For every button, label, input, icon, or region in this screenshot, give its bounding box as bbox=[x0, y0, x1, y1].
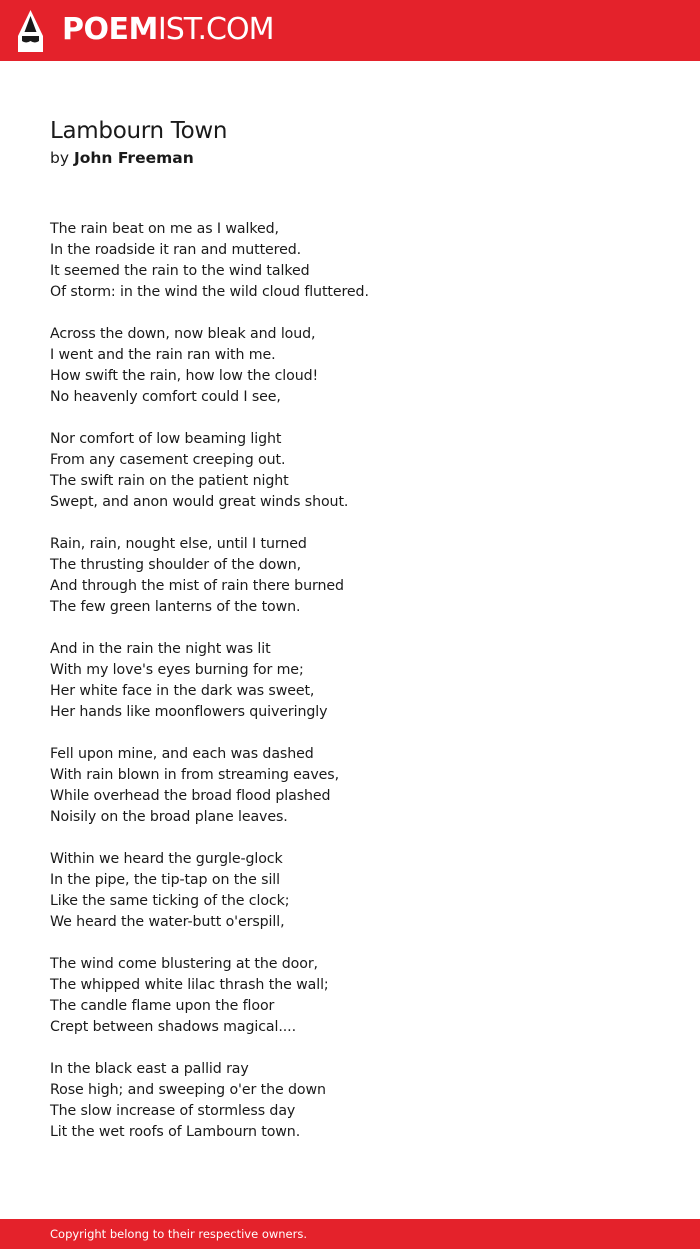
poem-line: Within we heard the gurgle-glock bbox=[50, 851, 283, 867]
poem-line: In the roadside it ran and muttered. bbox=[50, 242, 302, 258]
poem-line: How swift the rain, how low the cloud! bbox=[50, 368, 319, 384]
site-header bbox=[0, 0, 700, 61]
poem-line: The few green lanterns of the town. bbox=[50, 599, 301, 615]
stanza bbox=[50, 954, 650, 1038]
poem-line: Fell upon mine, and each was dashed bbox=[50, 746, 314, 762]
poem-line: We heard the water-butt o'erspill, bbox=[50, 914, 285, 930]
poem-line: With my love's eyes burning for me; bbox=[50, 662, 304, 678]
logo-light-text: IST.COM bbox=[157, 12, 274, 47]
poem-line: The candle flame upon the floor bbox=[50, 998, 275, 1014]
stanza bbox=[50, 639, 650, 723]
poem-line: With rain blown in from streaming eaves, bbox=[50, 767, 340, 783]
poem-line: It seemed the rain to the wind talked bbox=[50, 263, 310, 279]
poem-line: Lit the wet roofs of Lambourn town. bbox=[50, 1124, 301, 1140]
site-logo[interactable] bbox=[62, 12, 273, 48]
pencil-logo-icon[interactable] bbox=[18, 10, 43, 52]
poem-line: The slow increase of stormless day bbox=[50, 1103, 296, 1119]
poem-line: Of storm: in the wind the wild cloud fluttered. bbox=[50, 284, 369, 300]
poem-line: Her white face in the dark was sweet, bbox=[50, 683, 315, 699]
stanza bbox=[50, 1059, 650, 1143]
poem-line: The swift rain on the patient night bbox=[50, 473, 289, 489]
byline bbox=[50, 146, 650, 170]
poem-line: Like the same ticking of the clock; bbox=[50, 893, 290, 909]
poem-line: The thrusting shoulder of the down, bbox=[50, 557, 302, 573]
poem-content bbox=[50, 116, 650, 1164]
logo-bold-text: POEM bbox=[62, 12, 158, 47]
poem-line: Rose high; and sweeping o'er the down bbox=[50, 1082, 326, 1098]
poem-line: Rain, rain, nought else, until I turned bbox=[50, 536, 307, 552]
poem-line: No heavenly comfort could I see, bbox=[50, 389, 281, 405]
poem-line: Nor comfort of low beaming light bbox=[50, 431, 282, 447]
poem-line: While overhead the broad flood plashed bbox=[50, 788, 331, 804]
copyright-text: Copyright belong to their respective owners. bbox=[50, 1227, 308, 1241]
by-label: by bbox=[50, 149, 70, 167]
poem-line: And through the mist of rain there burned bbox=[50, 578, 344, 594]
stanza bbox=[50, 324, 650, 408]
poem-line: Noisily on the broad plane leaves. bbox=[50, 809, 288, 825]
poem-line: In the pipe, the tip-tap on the sill bbox=[50, 872, 280, 888]
poem-line: Across the down, now bleak and loud, bbox=[50, 326, 316, 342]
poem-line: I went and the rain ran with me. bbox=[50, 347, 276, 363]
stanza bbox=[50, 219, 650, 303]
stanza bbox=[50, 744, 650, 828]
stanza bbox=[50, 849, 650, 933]
poem-line: In the black east a pallid ray bbox=[50, 1061, 249, 1077]
poem-line: Her hands like moonflowers quiveringly bbox=[50, 704, 328, 720]
poem-body bbox=[50, 219, 650, 1143]
poem-line: The whipped white lilac thrash the wall; bbox=[50, 977, 329, 993]
stanza bbox=[50, 534, 650, 618]
stanza bbox=[50, 429, 650, 513]
poem-line: Crept between shadows magical.... bbox=[50, 1019, 296, 1035]
poem-title: Lambourn Town bbox=[50, 118, 228, 144]
poem-line: From any casement creeping out. bbox=[50, 452, 286, 468]
poem-line: The wind come blustering at the door, bbox=[50, 956, 318, 972]
poem-line: The rain beat on me as I walked, bbox=[50, 221, 279, 237]
poem-line: Swept, and anon would great winds shout. bbox=[50, 494, 349, 510]
poem-line: And in the rain the night was lit bbox=[50, 641, 271, 657]
site-footer bbox=[0, 1219, 700, 1249]
author-name: John Freeman bbox=[73, 149, 194, 167]
